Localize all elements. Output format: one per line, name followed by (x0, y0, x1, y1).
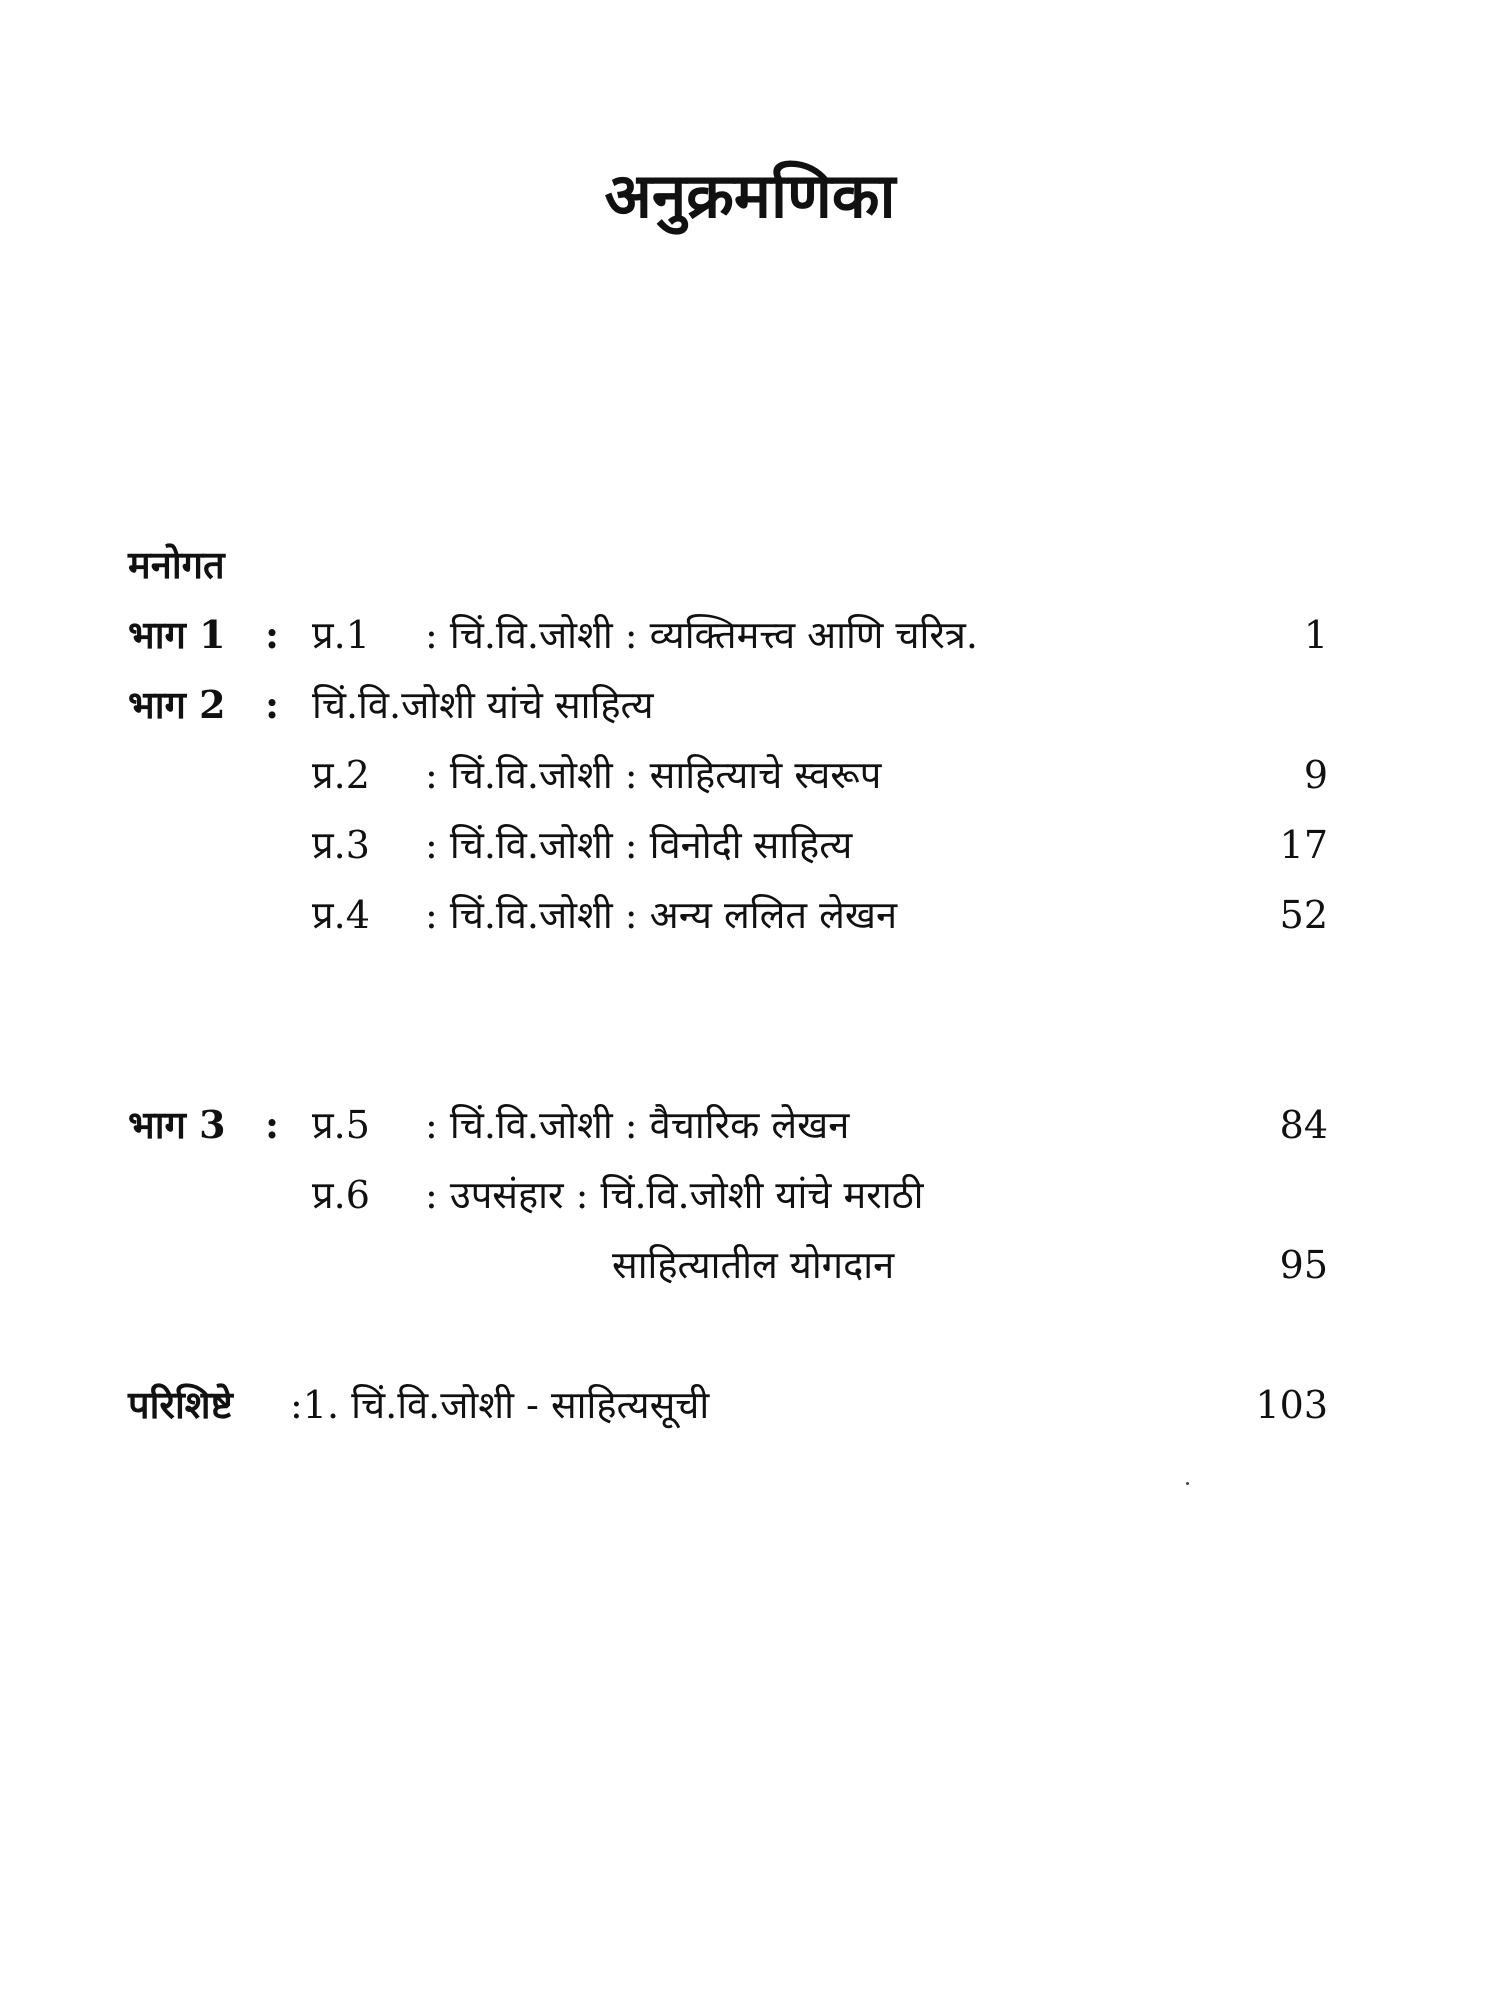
part2-colon: : (265, 682, 280, 727)
appendix-label: परिशिष्टे (128, 1382, 233, 1427)
part1-page-number: 1 (1303, 613, 1328, 657)
toc-entry-chapter6 (0, 1160, 1500, 1230)
part2-title: चिं.वि.जोशी यांचे साहित्य (312, 683, 654, 727)
part3-label: भाग 3 (128, 1102, 226, 1147)
chapter4-title: : चिं.वि.जोशी : अन्य ललित लेखन (425, 893, 898, 937)
part1-label: भाग 1 (128, 612, 226, 657)
chapter4-number: प्र.4 (312, 893, 370, 937)
chapter6-title: : उपसंहार : चिं.वि.जोशी यांचे मराठी (425, 1173, 924, 1217)
toc-entry-preface (0, 530, 1500, 600)
chapter5-page-number: 84 (1279, 1103, 1328, 1147)
toc-entry-part3 (0, 1090, 1500, 1160)
appendix-page-number: 103 (1255, 1383, 1328, 1427)
chapter3-number: प्र.3 (312, 823, 370, 867)
chapter6-number: प्र.6 (312, 1173, 370, 1217)
chapter3-title: : चिं.वि.जोशी : विनोदी साहित्य (425, 823, 853, 867)
page-title: अनुक्रमणिका (604, 159, 896, 232)
chapter3-page-number: 17 (1279, 823, 1328, 867)
toc-entry-chapter4 (0, 880, 1500, 950)
preface-label: मनोगत (128, 542, 225, 587)
scan-speck (1186, 1482, 1189, 1485)
toc-entry-part1 (0, 600, 1500, 670)
part1-colon: : (265, 612, 280, 657)
chapter4-page-number: 52 (1279, 893, 1328, 937)
chapter5-number: प्र.5 (312, 1103, 370, 1147)
chapter2-number: प्र.2 (312, 753, 370, 797)
chapter6-page-number: 95 (1279, 1243, 1328, 1287)
toc-entry-appendix (0, 1370, 1500, 1440)
part1-chapter-number: प्र.1 (312, 613, 370, 657)
chapter2-page-number: 9 (1303, 753, 1328, 797)
chapter6-title-continuation: साहित्यातील योगदान (612, 1243, 895, 1287)
toc-entry-chapter6-continued (0, 1230, 1500, 1300)
toc-entry-part2 (0, 670, 1500, 740)
chapter2-title: : चिं.वि.जोशी : साहित्याचे स्वरूप (425, 753, 882, 797)
chapter5-title: : चिं.वि.जोशी : वैचारिक लेखन (425, 1103, 850, 1147)
part1-chapter-title: : चिं.वि.जोशी : व्यक्तिमत्त्व आणि चरित्र. (425, 613, 978, 657)
part3-colon: : (265, 1102, 280, 1147)
part2-label: भाग 2 (128, 682, 226, 727)
toc-entry-chapter3 (0, 810, 1500, 880)
appendix-title: :1. चिं.वि.जोशी - साहित्यसूची (290, 1383, 710, 1427)
toc-entry-chapter2 (0, 740, 1500, 810)
